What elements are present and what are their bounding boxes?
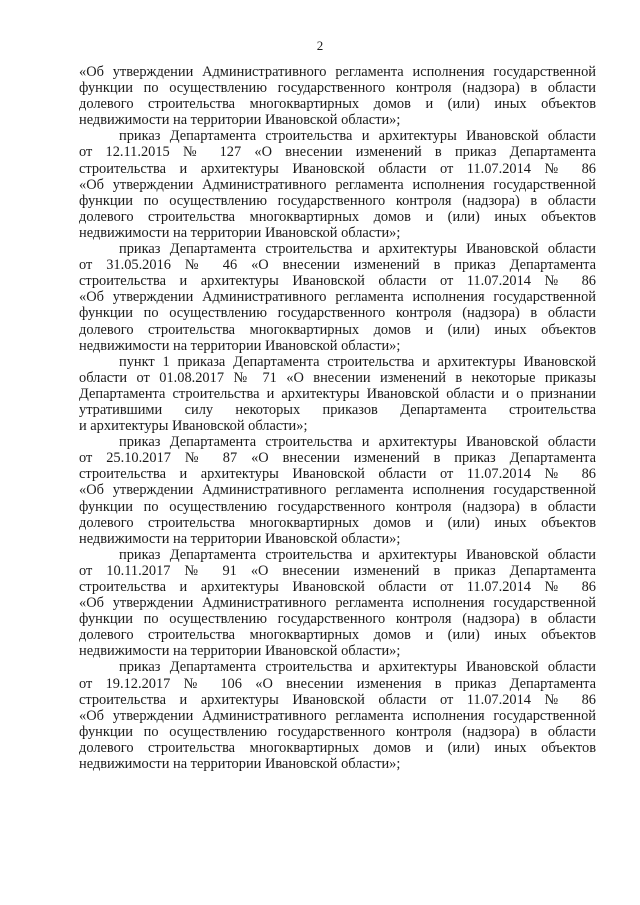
text-line: функции по осуществлению государственного контроля (надзора) в области — [79, 305, 596, 322]
text-line: функции по осуществлению государственного контроля (надзора) в области — [79, 611, 596, 628]
text-line: «Об утверждении Административного регламента исполнения государственной — [79, 595, 596, 612]
paragraph-first-line: пункт 1 приказа Департамента строительства и архитектуры Ивановской — [119, 353, 596, 370]
text-line: от 19.12.2017 № 106 «О внесении изменения в приказ Департамента — [79, 675, 596, 692]
text-line: и архитектуры Ивановской области»; — [79, 418, 308, 435]
text-line: долевого строительства многоквартирных домов и (или) иных объектов — [79, 208, 596, 225]
text-line: долевого строительства многоквартирных домов и (или) иных объектов — [79, 96, 596, 113]
text-line: долевого строительства многоквартирных домов и (или) иных объектов — [79, 514, 596, 531]
text-line: строительства и архитектуры Ивановской области от 11.07.2014 № 86 — [79, 273, 596, 290]
paragraph-first-line: приказ Департамента строительства и архитектуры Ивановской области — [119, 128, 596, 145]
text-line: функции по осуществлению государственного контроля (надзора) в области — [79, 80, 596, 97]
text-line: недвижимости на территории Ивановской области»; — [79, 643, 401, 660]
page-number: 2 — [316, 38, 324, 53]
text-line: недвижимости на территории Ивановской области»; — [79, 756, 401, 773]
text-line: функции по осуществлению государственного контроля (надзора) в области — [79, 723, 596, 740]
paragraph-first-line: приказ Департамента строительства и архитектуры Ивановской области — [119, 434, 596, 451]
text-line: строительства и архитектуры Ивановской области от 11.07.2014 № 86 — [79, 579, 596, 595]
text-line: долевого строительства многоквартирных домов и (или) иных объектов — [79, 321, 596, 338]
text-line: области от 01.08.2017 № 71 «О внесении изменений в некоторые приказы — [79, 369, 596, 386]
text-line: «Об утверждении Административного регламента исполнения государственной — [79, 176, 596, 193]
text-line: недвижимости на территории Ивановской области»; — [79, 224, 401, 241]
text-line: «Об утверждении Административного регламента исполнения государственной — [79, 482, 596, 499]
text-line: долевого строительства многоквартирных домов и (или) иных объектов — [79, 739, 596, 756]
text-line: от 12.11.2015 № 127 «О внесении изменений в приказ Департамента — [79, 144, 596, 161]
text-line: недвижимости на территории Ивановской области»; — [79, 112, 401, 129]
text-line: строительства и архитектуры Ивановской области от 11.07.2014 № 86 — [79, 691, 596, 708]
text-line: от 10.11.2017 № 91 «О внесении изменений в приказ Департамента — [79, 562, 596, 579]
text-line: «Об утверждении Административного регламента исполнения государственной — [79, 64, 596, 80]
text-line: недвижимости на территории Ивановской области»; — [79, 337, 401, 354]
text-line: от 31.05.2016 № 46 «О внесении изменений в приказ Департамента — [79, 257, 596, 274]
text-line: недвижимости на территории Ивановской области»; — [79, 530, 401, 547]
text-line: долевого строительства многоквартирных домов и (или) иных объектов — [79, 627, 596, 644]
text-line: «Об утверждении Административного регламента исполнения государственной — [79, 707, 596, 724]
text-line: утратившими силу некоторых приказов Департамента строительства — [79, 401, 596, 418]
document-body — [79, 64, 596, 772]
text-line: строительства и архитектуры Ивановской области от 11.07.2014 № 86 — [79, 466, 596, 483]
text-line: «Об утверждении Административного регламента исполнения государственной — [79, 289, 596, 306]
text-line: Департамента строительства и архитектуры Ивановской области и о признании — [79, 385, 596, 402]
paragraph-first-line: приказ Департамента строительства и архитектуры Ивановской области — [119, 241, 596, 258]
text-line: функции по осуществлению государственного контроля (надзора) в области — [79, 498, 596, 515]
paragraph-first-line: приказ Департамента строительства и архитектуры Ивановской области — [119, 546, 596, 563]
text-line: от 25.10.2017 № 87 «О внесении изменений в приказ Департамента — [79, 450, 596, 467]
paragraph-first-line: приказ Департамента строительства и архитектуры Ивановской области — [119, 659, 596, 676]
text-line: функции по осуществлению государственного контроля (надзора) в области — [79, 192, 596, 209]
text-line: строительства и архитектуры Ивановской области от 11.07.2014 № 86 — [79, 160, 596, 177]
